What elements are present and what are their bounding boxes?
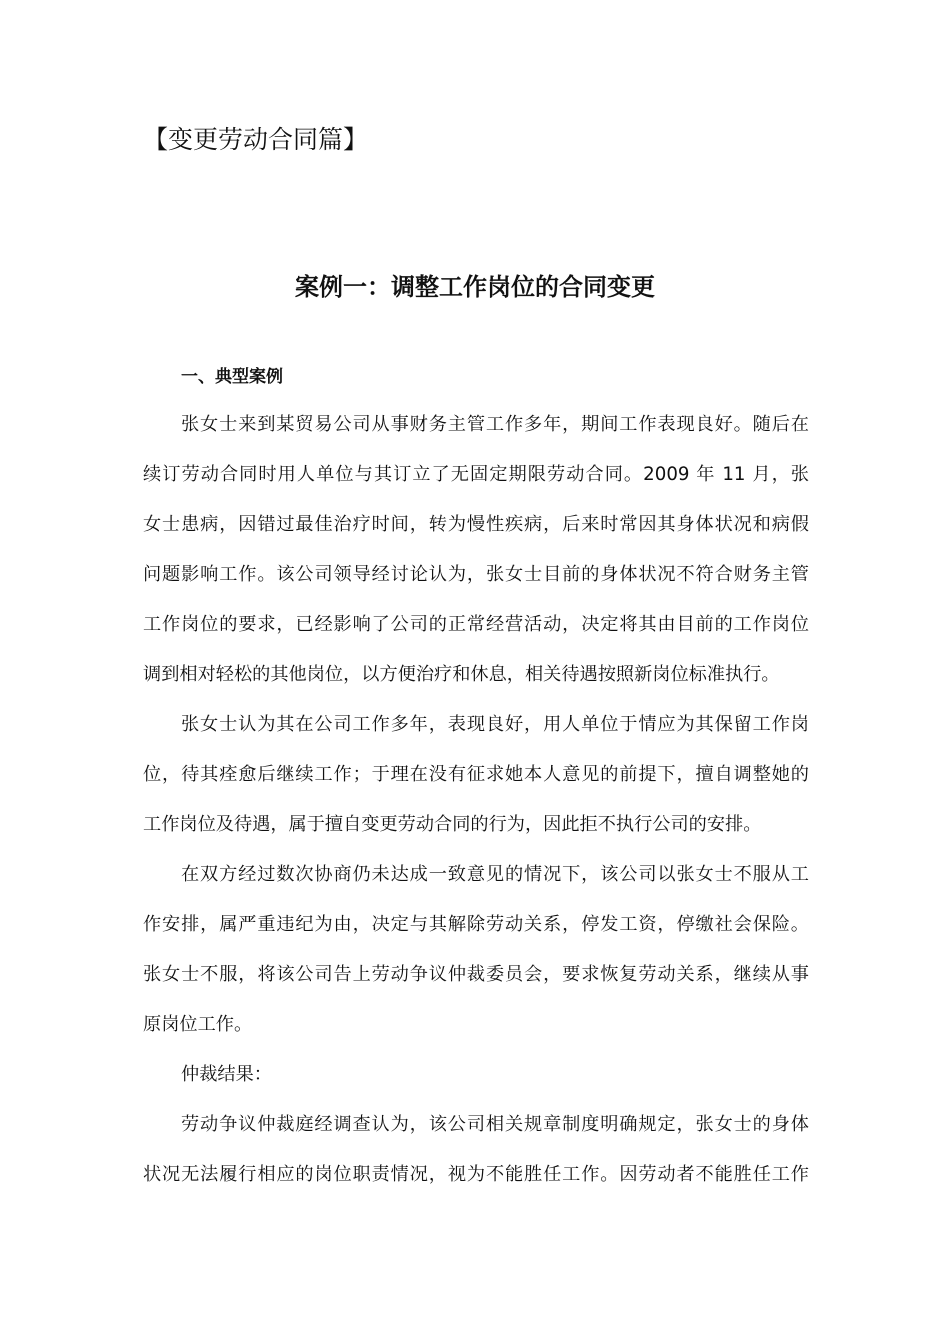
text-line: 劳动争议仲裁庭经调查认为，该公司相关规章制度明确规定，张女士的身体 xyxy=(181,1114,809,1135)
text-line: 工作岗位的要求，已经影响了公司的正常经营活动，决定将其由目前的工作岗位 xyxy=(143,614,809,635)
text-line: 张女士认为其在公司工作多年，表现良好，用人单位于情应为其保留工作岗 xyxy=(181,714,809,735)
text-line: 调到相对轻松的其他岗位，以方便治疗和休息，相关待遇按照新岗位标准执行。 xyxy=(143,664,780,685)
text-line: 仲裁结果： xyxy=(181,1064,272,1085)
section-header: 【变更劳动合同篇】 xyxy=(143,125,369,154)
text-line: 续订劳动合同时用人单位与其订立了无固定期限劳动合同。2009 年 11 月，张 xyxy=(143,464,809,485)
case-title: 案例一：调整工作岗位的合同变更 xyxy=(295,273,655,301)
text-line: 问题影响工作。该公司领导经讨论认为，张女士目前的身体状况不符合财务主管 xyxy=(143,564,809,585)
text-line: 位，待其痊愈后继续工作；于理在没有征求她本人意见的前提下，擅自调整她的 xyxy=(143,764,809,785)
sub-heading: 一、典型案例 xyxy=(181,367,283,387)
body-text xyxy=(143,398,809,1198)
text-line: 在双方经过数次协商仍未达成一致意见的情况下，该公司以张女士不服从工 xyxy=(181,864,809,885)
text-line: 女士患病，因错过最佳治疗时间，转为慢性疾病，后来时常因其身体状况和病假 xyxy=(143,514,809,535)
text-line: 工作岗位及待遇，属于擅自变更劳动合同的行为，因此拒不执行公司的安排。 xyxy=(143,814,762,835)
text-line: 原岗位工作。 xyxy=(143,1014,253,1035)
text-line: 状况无法履行相应的岗位职责情况，视为不能胜任工作。因劳动者不能胜任工作 xyxy=(143,1164,809,1185)
text-line: 作安排，属严重违纪为由，决定与其解除劳动关系，停发工资，停缴社会保险。 xyxy=(143,914,809,935)
text-line: 张女士不服，将该公司告上劳动争议仲裁委员会，要求恢复劳动关系，继续从事 xyxy=(143,964,809,985)
text-line: 张女士来到某贸易公司从事财务主管工作多年，期间工作表现良好。随后在 xyxy=(181,414,809,435)
